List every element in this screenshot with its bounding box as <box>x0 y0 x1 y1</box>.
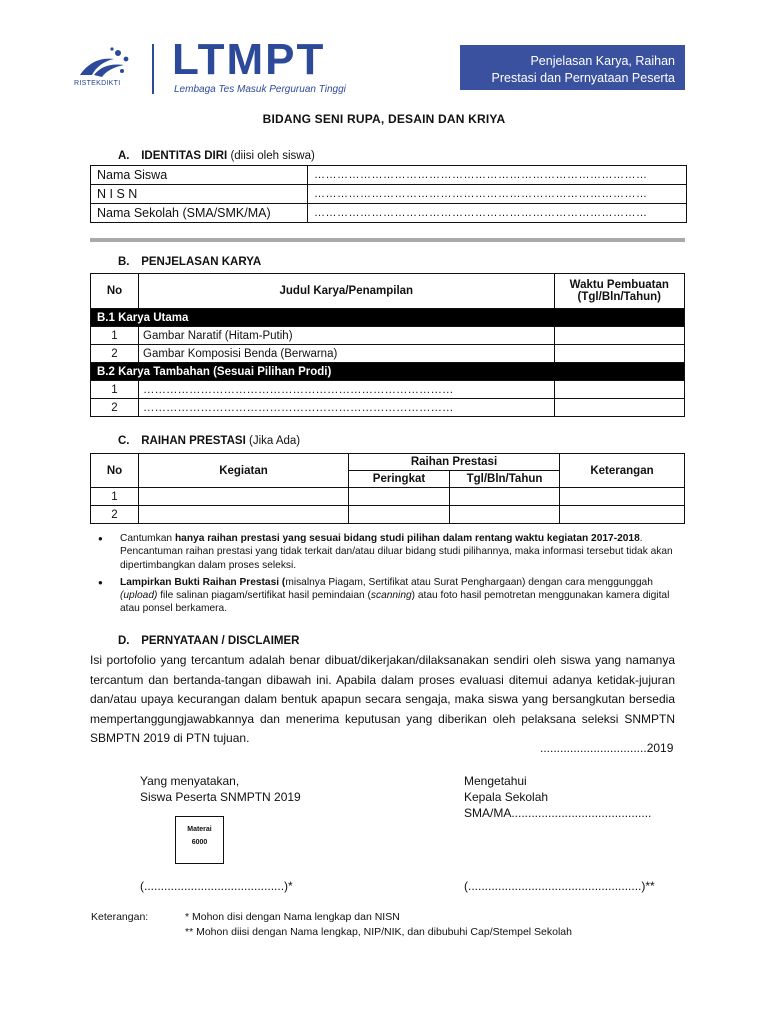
header-title-line-1: Penjelasan Karya, Raihan <box>530 54 675 68</box>
section-d-letter: D. <box>118 635 130 647</box>
works-group-additional-label: B.2 Karya Tambahan (Sesuai Pilihan Prodi) <box>91 363 685 381</box>
disclaimer-text: Isi portofolio yang tercantum adalah benar dibuat/dikerjakan/dilaksanakan sendiri oleh siswa yang namanya tercantum dan bertanda-tangan dibawah ini. Apabila dalam proses evaluasi ditemui adanya ketidak-jujuran dan/atau upaya kecurangan dalam bentuk apapun secara sengaja, maka siswa yang bersangkutan bersedia mempertanggungjawabkannya dan menerima keputusan yang diberikan oleh pelaksana seleksi SNMPTN SBMPTN 2019 di PTN tujuan. <box>90 653 675 745</box>
works-row-no: 2 <box>91 399 139 417</box>
school-name-field[interactable]: …………………………………………………………………………… <box>308 204 687 223</box>
stamp-duty-box <box>175 816 224 864</box>
works-col-time <box>554 274 684 309</box>
principal-signature-line[interactable]: (....................................................)** <box>464 879 655 893</box>
table-row <box>91 327 685 345</box>
achievement-col-date: Tgl/Bln/Tahun <box>450 471 560 488</box>
bullet-2-part-2: file salinan piagam/sertifikat hasil pemindaian ( <box>157 590 371 602</box>
section-divider <box>90 238 685 242</box>
student-sign-role: Siswa Peserta SNMPTN 2019 <box>140 790 301 804</box>
works-col-time-line-1: Waktu Pembuatan <box>569 279 669 291</box>
section-c-letter: C. <box>118 435 130 447</box>
document-header <box>0 0 768 110</box>
achievement-rank-cell[interactable] <box>349 488 450 506</box>
stamp-duty-value: 6000 <box>191 839 208 846</box>
identity-row <box>91 166 687 185</box>
works-row-time-cell[interactable] <box>554 381 684 399</box>
works-row-no: 1 <box>91 327 139 345</box>
section-a-heading <box>118 150 315 162</box>
header-title-line-2: Prestasi dan Pernyataan Peserta <box>491 71 675 85</box>
works-col-no: No <box>91 274 139 309</box>
principal-school-field[interactable]: SMA/MA.......................................... <box>464 806 652 820</box>
bullet-2-italic-1: (upload) <box>120 590 158 602</box>
achievement-notes-cell[interactable] <box>560 488 685 506</box>
logo-divider <box>152 44 154 94</box>
section-d-title: PERNYATAAN / DISCLAIMER <box>141 635 300 647</box>
identity-row <box>91 185 687 204</box>
section-b-letter: B. <box>118 256 130 268</box>
list-item <box>96 532 686 572</box>
bullet-2-part-1: misalnya Piagam, Sertifikat atau Surat Penghargaan) dengan cara menggunggah <box>285 576 653 588</box>
achievement-col-activity: Kegiatan <box>139 454 349 488</box>
works-row-time-cell[interactable] <box>554 327 684 345</box>
identity-label: N I S N <box>91 185 308 204</box>
principal-sign-role: Kepala Sekolah <box>464 790 549 804</box>
student-sign-caption: Yang menyatakan, <box>140 774 240 788</box>
achievement-rank-cell[interactable] <box>349 506 450 524</box>
achievement-table <box>90 453 685 524</box>
achievement-row-no: 2 <box>91 506 139 524</box>
date-field[interactable]: ................................2019 <box>540 741 674 755</box>
header-title-box <box>460 45 685 90</box>
list-item <box>96 576 686 616</box>
table-row <box>91 399 685 417</box>
section-c-heading <box>118 435 300 447</box>
achievement-row-no: 1 <box>91 488 139 506</box>
nisn-field[interactable]: …………………………………………………………………………… <box>308 185 687 204</box>
section-d-heading <box>118 635 299 647</box>
identity-label: Nama Sekolah (SMA/SMK/MA) <box>91 204 308 223</box>
works-row-title: Gambar Naratif (Hitam-Putih) <box>139 327 555 345</box>
bullet-2-rest: ) atau foto hasil pemotretan menggunakan kamera digital atau ponsel berkamera. <box>120 590 670 615</box>
page-title: BIDANG SENI RUPA, DESAIN DAN KRIYA <box>262 112 506 126</box>
bullet-1-emphasis: hanya raihan prestasi yang sesuai bidang studi pilihan dalam rentang waktu kegiatan 2017-2018 <box>174 533 640 544</box>
works-row-no: 1 <box>91 381 139 399</box>
footnotes-label: Keterangan: <box>91 911 149 923</box>
achievement-date-cell[interactable] <box>450 506 560 524</box>
works-row-title: Gambar Komposisi Benda (Berwarna) <box>139 345 555 363</box>
section-b-heading <box>118 256 261 268</box>
achievement-notes-list <box>96 532 686 620</box>
bullet-2-emphasis: Lampirkan Bukti Raihan Prestasi ( <box>120 576 286 588</box>
works-group-main <box>91 309 685 327</box>
achievement-date-cell[interactable] <box>450 488 560 506</box>
student-signature-block <box>140 773 301 805</box>
principal-signature-block <box>464 773 651 821</box>
identity-label: Nama Siswa <box>91 166 308 185</box>
works-row-time-cell[interactable] <box>554 399 684 417</box>
section-b-title: PENJELASAN KARYA <box>141 256 262 268</box>
achievement-col-rank: Peringkat <box>349 471 450 488</box>
works-col-title: Judul Karya/Penampilan <box>139 274 555 309</box>
achievement-col-notes: Keterangan <box>560 454 685 488</box>
ristekdikti-label: RISTEKDIKTI <box>74 80 121 87</box>
works-group-main-label: B.1 Karya Utama <box>91 309 685 327</box>
section-c-title: RAIHAN PRESTASI <box>141 435 246 447</box>
achievement-activity-cell[interactable] <box>139 506 349 524</box>
bullet-1-rest: . Pencantuman raihan prestasi yang tidak terkait dan/atau diluar bidang studi pilihannya, maka informasi tersebut tidak akan dipertimbangkan dalam proses seleksi. <box>120 533 673 571</box>
achievement-header-row <box>91 454 685 471</box>
works-header-row <box>91 274 685 309</box>
student-name-field[interactable]: …………………………………………………………………………… <box>308 166 687 185</box>
table-row <box>91 381 685 399</box>
works-row-title-field[interactable]: ……………………………………………………………………… <box>139 399 555 417</box>
footnote-1: * Mohon disi dengan Nama lengkap dan NISN <box>185 911 400 923</box>
works-table <box>90 273 685 417</box>
works-row-time-cell[interactable] <box>554 345 684 363</box>
section-a-hint: (diisi oleh siswa) <box>230 150 315 162</box>
works-row-no: 2 <box>91 345 139 363</box>
section-c-hint: (Jika Ada) <box>248 435 301 447</box>
stamp-duty-label: Materai <box>187 826 212 833</box>
works-row-title-field[interactable]: ……………………………………………………………………… <box>139 381 555 399</box>
identity-table <box>90 165 687 223</box>
section-a-letter: A. <box>118 150 130 162</box>
achievement-activity-cell[interactable] <box>139 488 349 506</box>
principal-sign-caption: Mengetahui <box>464 774 527 788</box>
table-row <box>91 345 685 363</box>
brand-tagline: Lembaga Tes Masuk Perguruan Tinggi <box>174 84 346 95</box>
bullet-2-italic-2: scanning <box>370 590 412 602</box>
works-col-time-line-2: (Tgl/Bln/Tahun) <box>577 291 662 303</box>
brand-name: LTMPT <box>172 35 326 84</box>
achievement-col-no: No <box>91 454 139 488</box>
table-row <box>91 506 685 524</box>
works-group-additional <box>91 363 685 381</box>
achievement-col-group: Raihan Prestasi <box>349 454 560 471</box>
section-a-title: IDENTITAS DIRI <box>141 150 228 162</box>
bullet-1-lead: Cantumkan <box>120 533 175 544</box>
identity-row <box>91 204 687 223</box>
table-row <box>91 488 685 506</box>
student-signature-line[interactable]: (..........................................)* <box>140 879 293 893</box>
footnote-2: ** Mohon diisi dengan Nama lengkap, NIP/NIK, dan dibubuhi Cap/Stempel Sekolah <box>185 926 572 938</box>
achievement-notes-cell[interactable] <box>560 506 685 524</box>
